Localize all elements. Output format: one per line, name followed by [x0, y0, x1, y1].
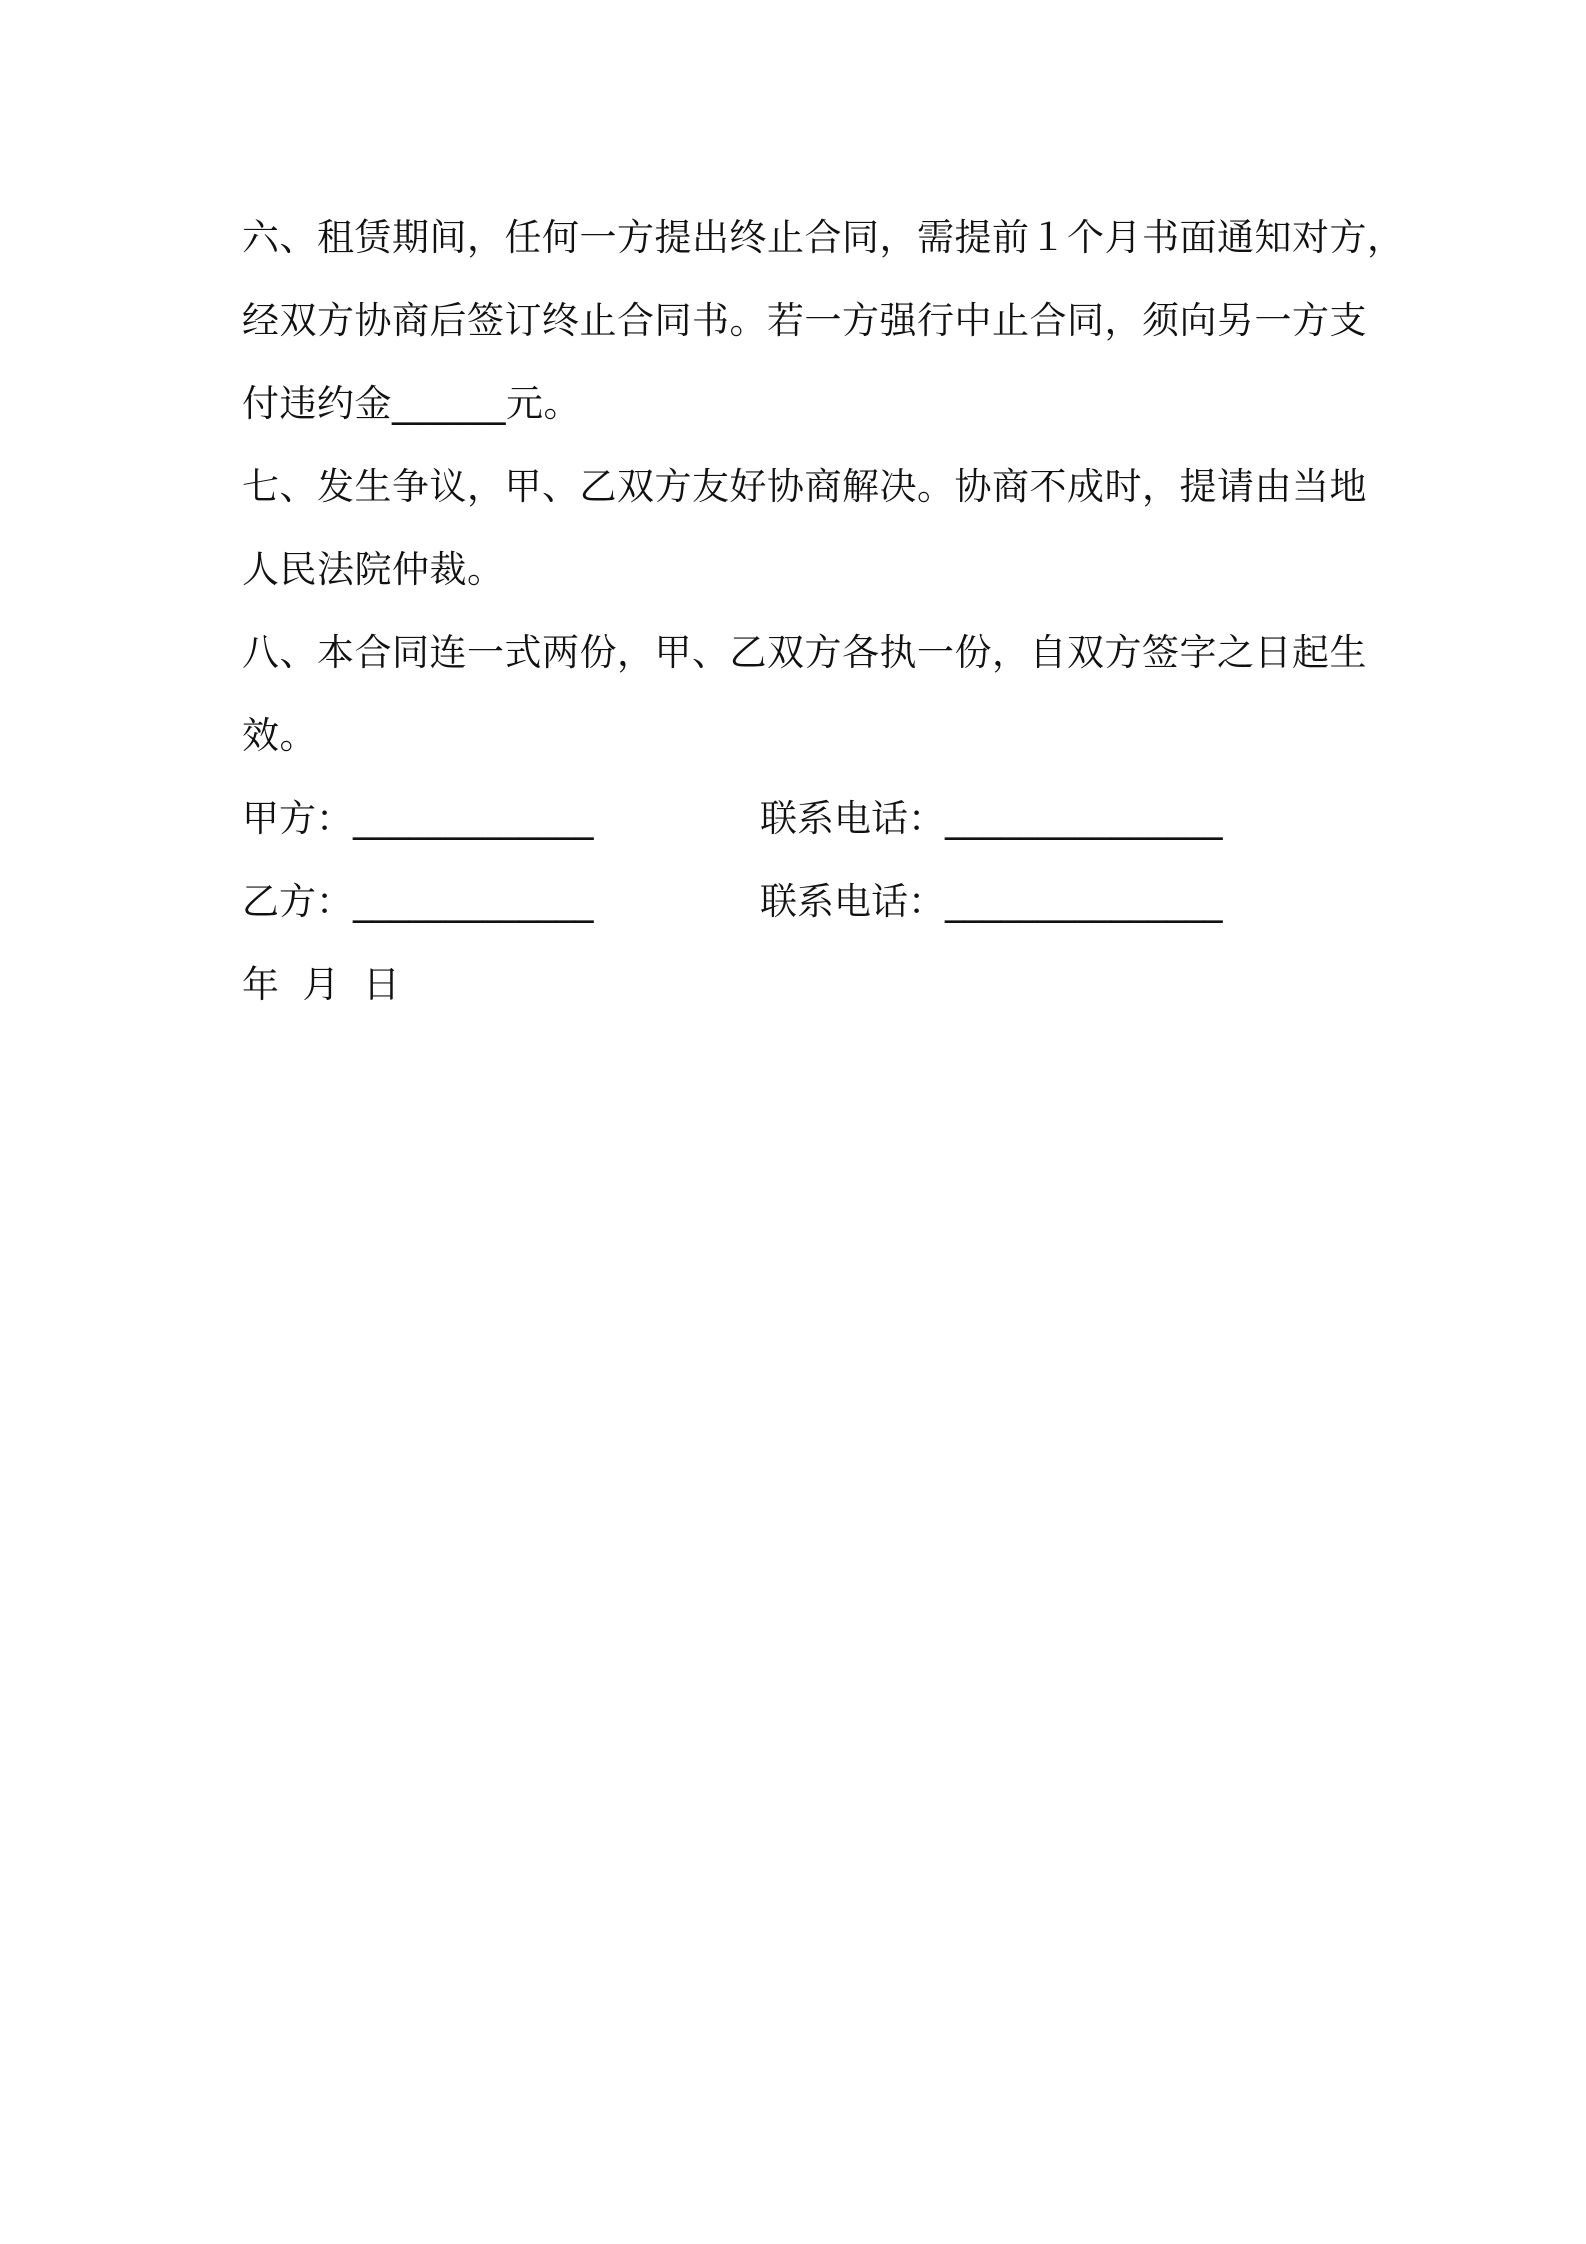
party-b-signature-row	[242, 860, 1352, 943]
clause-7-line-1: 七、发生争议，甲、乙双方友好协商解决。协商不成时，提请由当地	[242, 465, 1367, 508]
clause-8-line-1: 八、本合同连一式两份，甲、乙双方各执一份，自双方签字之日起生	[242, 631, 1367, 674]
signing-date: 年 月 日	[242, 963, 401, 1006]
party-b-phone: 联系电话：_______________	[760, 880, 1223, 923]
party-a-phone: 联系电话：_______________	[760, 797, 1223, 840]
contract-body	[242, 196, 1405, 1026]
clause-6-line-1: 六、租赁期间，任何一方提出终止合同，需提前１个月书面通知对方，	[242, 216, 1405, 259]
clause-6-line-3: 付违约金______元。	[242, 382, 581, 425]
party-b-signature: 乙方：_____________	[242, 880, 594, 923]
party-a-signature-row	[242, 777, 1352, 860]
clause-8-line-2: 效。	[242, 714, 317, 757]
party-a-signature: 甲方：_____________	[242, 797, 594, 840]
clause-6-line-2: 经双方协商后签订终止合同书。若一方强行中止合同，须向另一方支	[242, 299, 1367, 342]
clause-7-line-2: 人民法院仲裁。	[242, 548, 505, 591]
